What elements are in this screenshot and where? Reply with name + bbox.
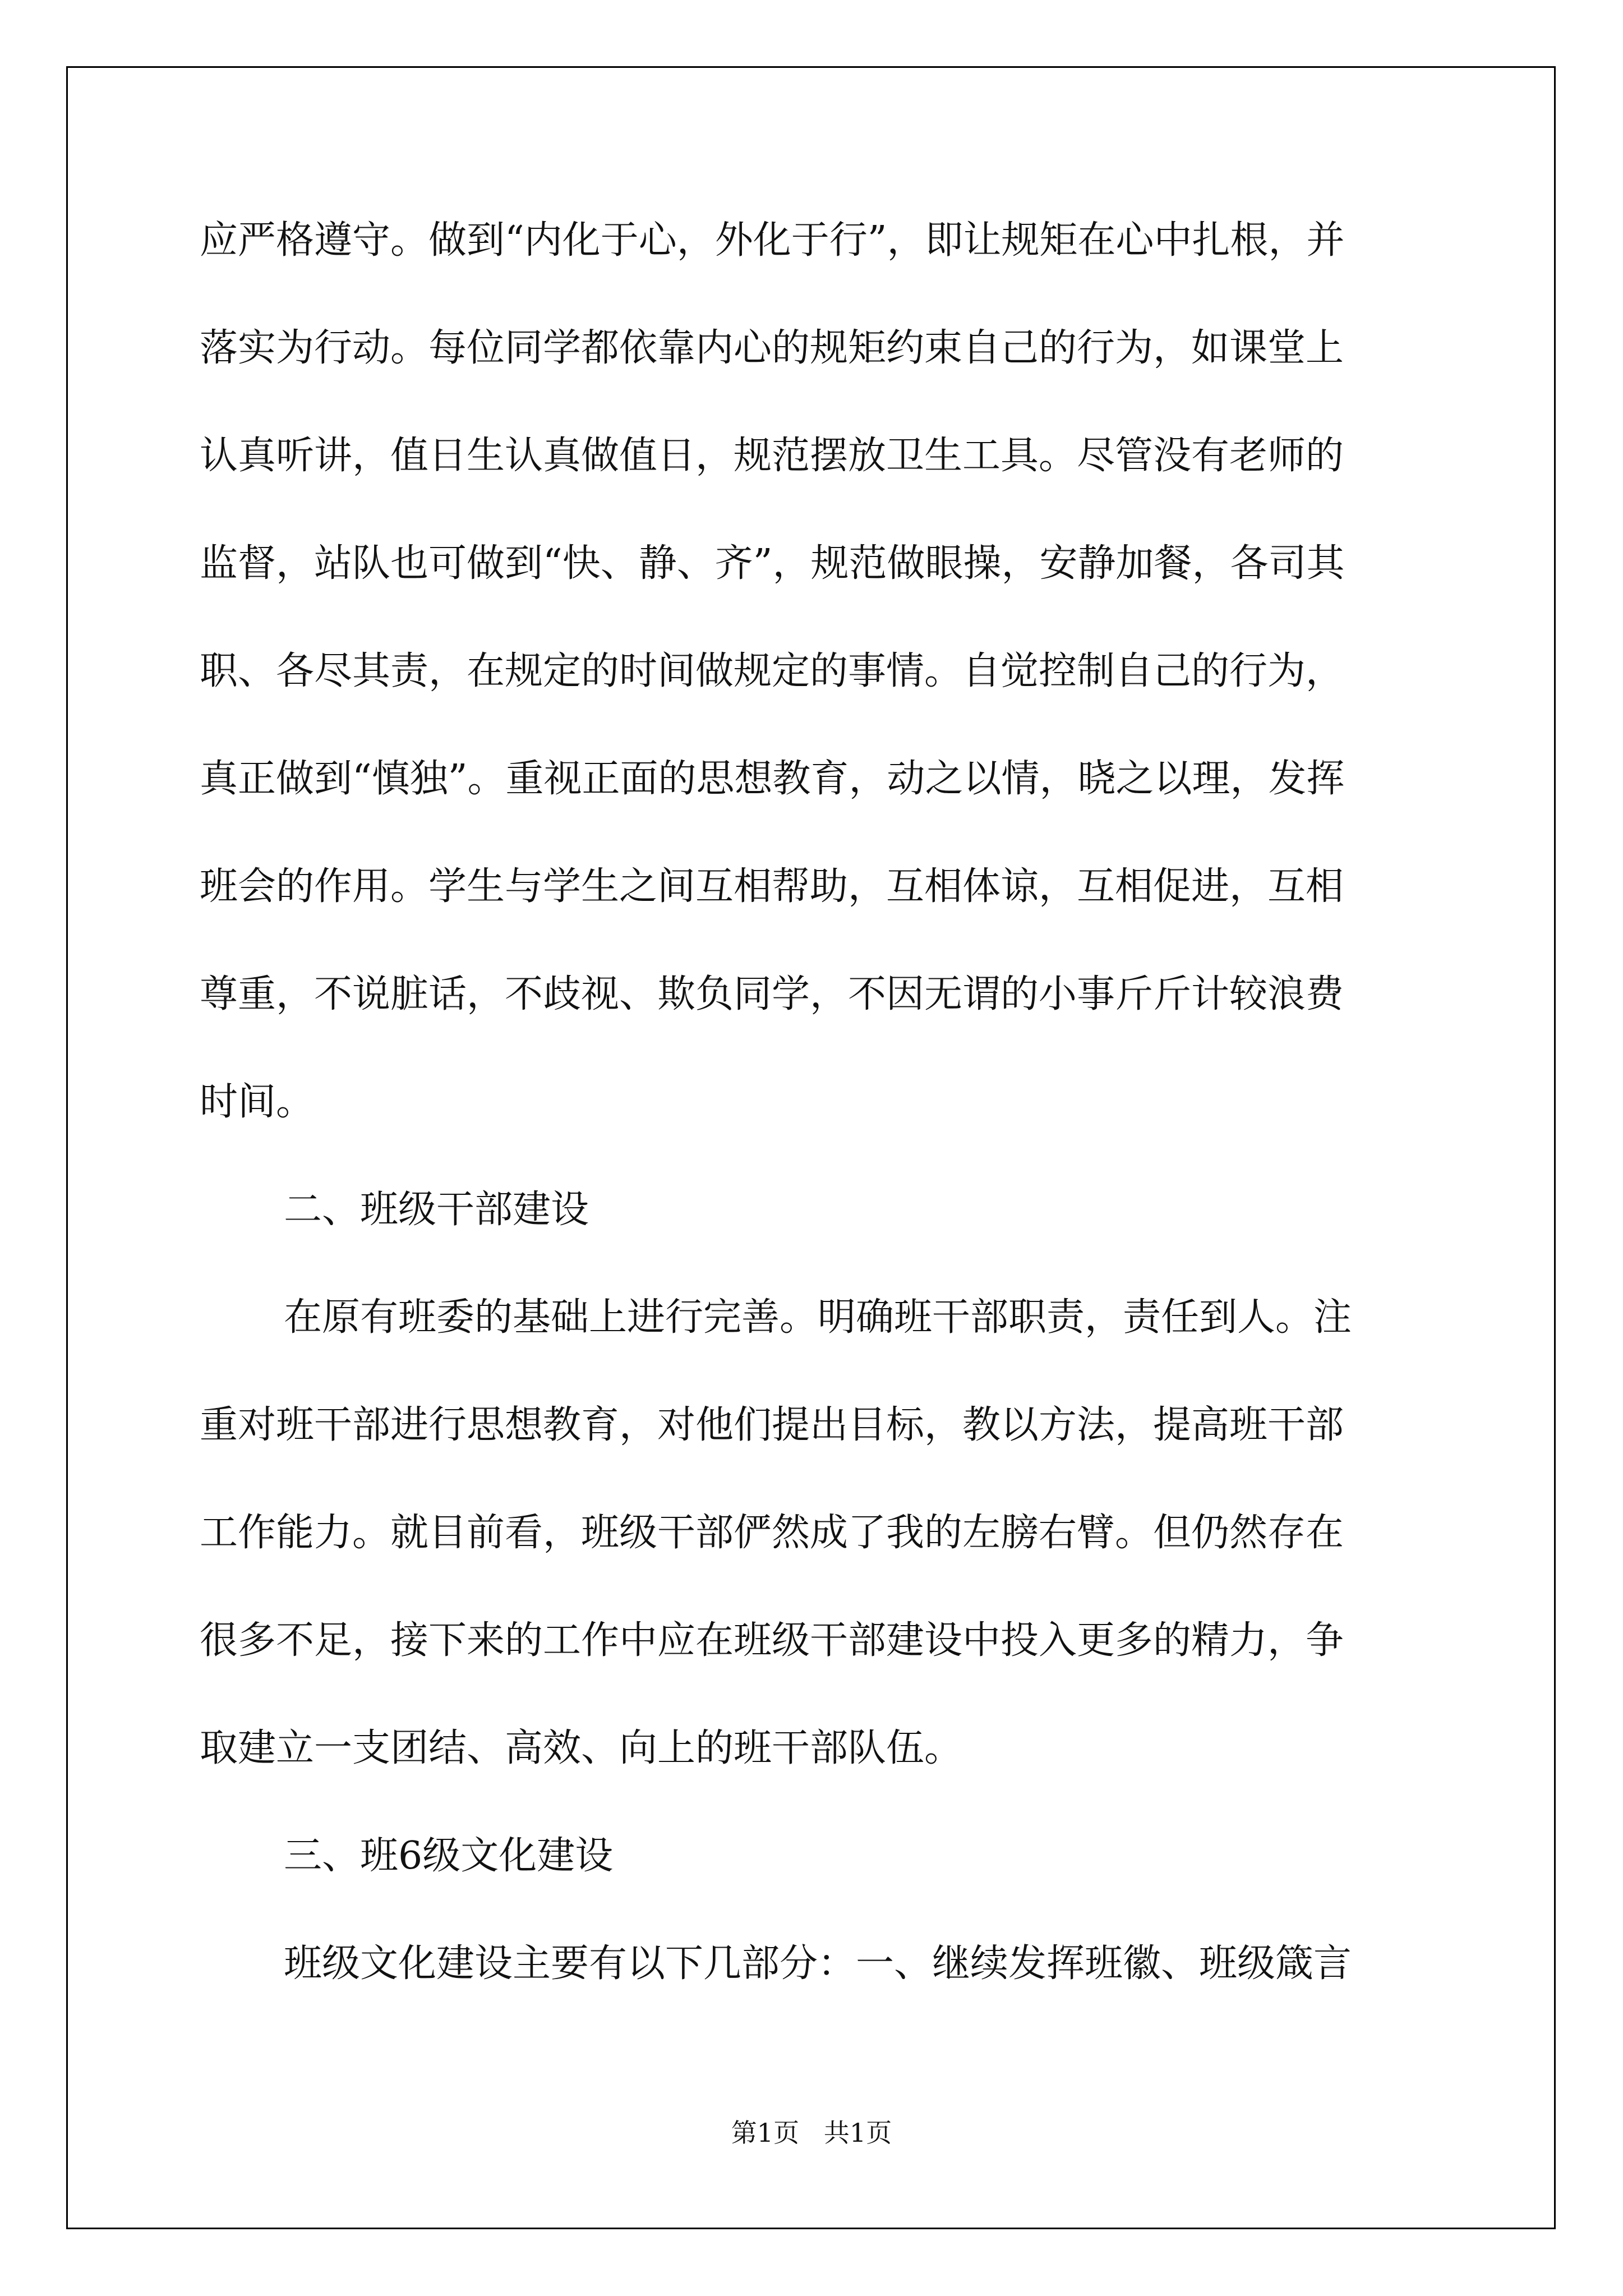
paragraph-line: 取建立一支团结、高效、向上的班干部队伍。 — [200, 1726, 963, 1770]
paragraph-line: 应严格遵守。做到“内化于心，外化于行”，即让规矩在心中扎根，并 — [200, 218, 1345, 263]
paragraph-line: 尊重，不说脏话，不歧视、欺负同学，不因无谓的小事斤斤计较浪费 — [200, 972, 1344, 1016]
paragraph-line: 很多不足，接下来的工作中应在班级干部建设中投入更多的精力，争 — [200, 1618, 1344, 1663]
paragraph-line: 班会的作用。学生与学生之间互相帮助，互相体谅，互相促进，互相 — [200, 864, 1344, 909]
paragraph-line: 重对班干部进行思想教育，对他们提出目标，教以方法，提高班干部 — [200, 1403, 1344, 1447]
paragraph-line: 认真听讲，值日生认真做值日，规范摆放卫生工具。尽管没有老师的 — [200, 434, 1344, 478]
page-footer: 第1页 共1页 — [731, 2118, 892, 2148]
section-heading: 三、班6级文化建设 — [284, 1834, 614, 1878]
paragraph-line: 真正做到“慎独”。重视正面的思想教育，动之以情，晓之以理，发挥 — [200, 757, 1345, 801]
paragraph-line: 时间。 — [200, 1080, 315, 1124]
paragraph-line: 工作能力。就目前看，班级干部俨然成了我的左膀右臂。但仍然存在 — [200, 1511, 1344, 1555]
paragraph-line: 班级文化建设主要有以下几部分：一、继续发挥班徽、班级箴言 — [284, 1941, 1352, 1986]
paragraph-line: 监督，站队也可做到“快、静、齐”，规范做眼操，安静加餐，各司其 — [200, 541, 1345, 586]
paragraph-line: 落实为行动。每位同学都依靠内心的规矩约束自己的行为，如课堂上 — [200, 326, 1344, 370]
section-heading: 二、班级干部建设 — [284, 1188, 589, 1232]
page-border — [66, 66, 1556, 2229]
paragraph-line: 在原有班委的基础上进行完善。明确班干部职责，责任到人。注 — [284, 1295, 1352, 1340]
paragraph-line: 职、各尽其责，在规定的时间做规定的事情。自觉控制自己的行为， — [200, 649, 1344, 693]
